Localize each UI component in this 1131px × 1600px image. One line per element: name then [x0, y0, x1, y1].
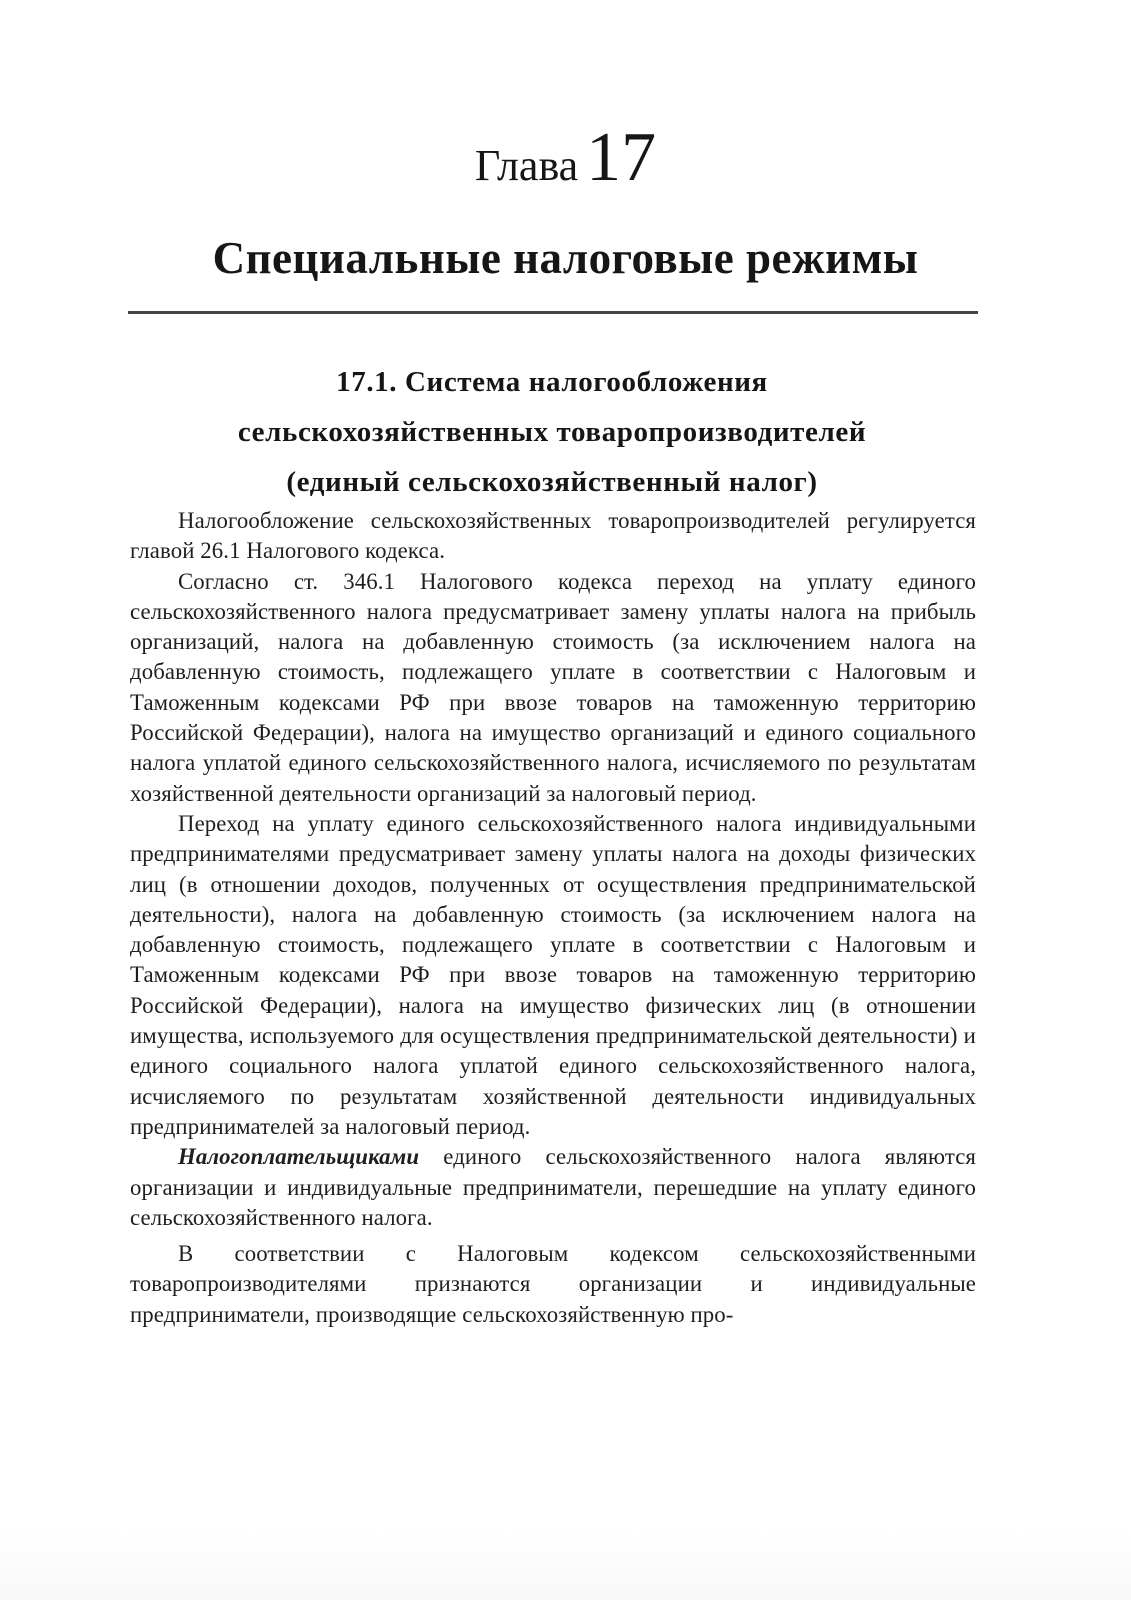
paragraph-text: единого сельскохозяйственного налога являются организации и индивидуальные предприниматели, перешедшие на уплату единого сельскохозяйственного налога. — [130, 1144, 976, 1230]
paragraph: Переход на уплату единого сельскохозяйственного налога индивидуальными предпринимателями предусматривает замену уплаты налога на доходы физических лиц (в отношении доходов, полученных от осуществления предпринимательской деятельности), налога на добавленную стоимость (за исключением налога на добавленную стоимость, подлежащего уплате в соответствии с Налоговым и Таможенным кодексами РФ при ввозе товаров на таможенную территорию Российской Федерации), налога на имущество физических лиц (в отношении имущества, используемого для осуществления предпринимательской деятельности) и единого социального налога уплатой единого сельскохозяйственного налога, исчисляемого по результатам хозяйственной деятельности индивидуальных предпринимателей за налоговый период. — [130, 810, 976, 1139]
chapter-title: Специальные налоговые режимы — [212, 233, 919, 283]
body-text — [130, 506, 976, 1330]
term-highlight: Налогоплательщиками — [178, 1144, 420, 1170]
section-title-line: сельскохозяйственных товаропроизводителей — [237, 416, 867, 448]
paragraph: Согласно ст. 346.1 Налогового кодекса переход на уплату единого сельскохозяйственного налога предусматривает замену уплаты налога на прибыль организаций, налога на добавленную стоимость (за исключением налога на добавленную стоимость, подлежащего уплате в соответствии с Налоговым и Таможенным кодексами РФ при ввозе товаров на таможенную территорию Российской Федерации), налога на имущество организаций и единого социального налога уплатой единого сельскохозяйственного налога, исчисляемого по результатам хозяйственной деятельности организаций за налоговый период. — [130, 568, 976, 806]
section-title-line: (единый сельскохозяйственный налог) — [286, 466, 818, 498]
chapter-word: Глава — [474, 141, 579, 190]
chapter-heading — [0, 118, 1131, 198]
paragraph: В соответствии с Налоговым кодексом сельскохозяйственными товаропроизводителями признаются организации и индивидуальные предприниматели, производящие сельскохозяйственную про- — [130, 1241, 976, 1327]
paragraph — [130, 1142, 976, 1233]
section-title — [120, 357, 984, 507]
paragraph: Налогообложение сельскохозяйственных товаропроизводителей регулируется главой 26.1 Налогового кодекса. — [130, 508, 976, 564]
chapter-divider — [128, 311, 978, 314]
section-title-line: 17.1. Система налогообложения — [336, 366, 768, 398]
page-shade — [0, 1530, 1131, 1600]
chapter-number: 17 — [586, 119, 657, 196]
